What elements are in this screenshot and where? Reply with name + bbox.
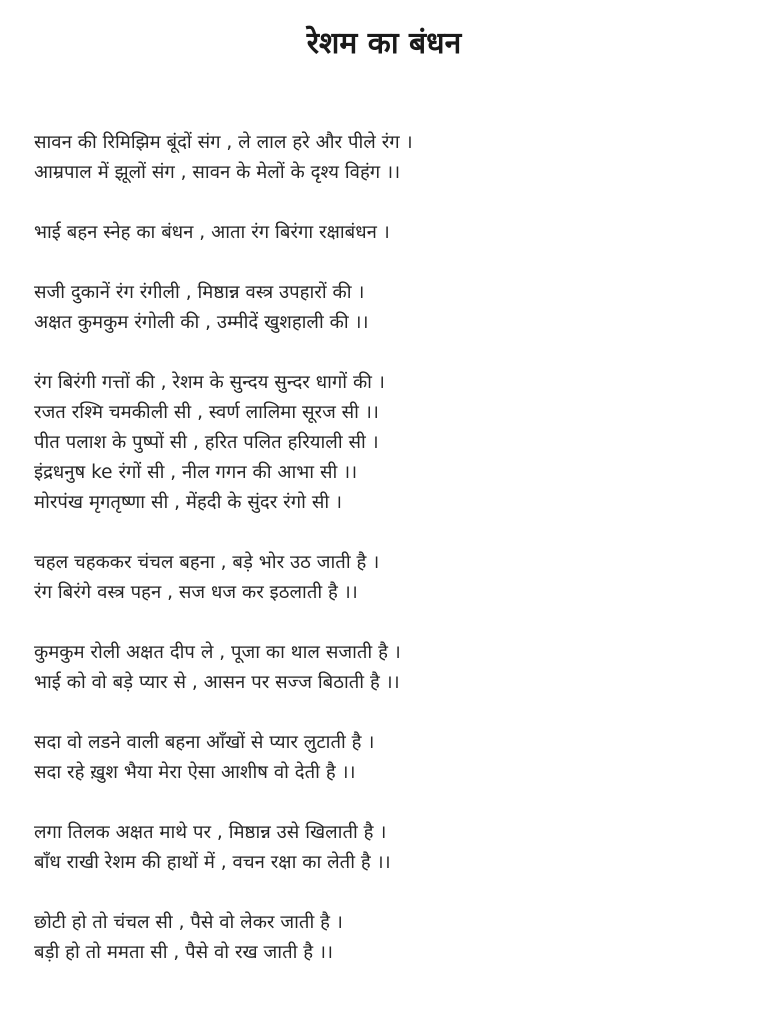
poem-line: इंद्रधनुष ke रंगों सी , नील गगन की आभा सी ।।: [34, 462, 358, 483]
poem-line: बाँध राखी रेशम की हाथों में , वचन रक्षा का लेती है ।।: [34, 852, 391, 873]
poem-line: पीत पलाश के पुष्पों सी , हरित पलित हरियाली सी ।: [34, 432, 379, 453]
poem-line: मोरपंख मृगतृष्णा सी , मेंहदी के सुंदर रंगो सी ।: [34, 492, 343, 513]
stanza: [34, 218, 754, 248]
poem-line: रजत रश्मि चमकीली सी , स्वर्ण लालिमा सूरज सी ।।: [34, 402, 379, 423]
poem-line: भाई को वो बड़े प्यार से , आसन पर सज्ज बिठाती है ।।: [34, 672, 400, 693]
poem-line: छोटी हो तो चंचल सी , पैसे वो लेकर जाती है ।: [34, 912, 343, 933]
poem-line: सजी दुकानें रंग रंगीली , मिष्ठान्न वस्त्र उपहारों की ।: [34, 282, 365, 303]
poem-line: सावन की रिमिझिम बूंदों संग , ले लाल हरे और पीले रंग ।: [34, 132, 413, 153]
stanza: [34, 548, 754, 608]
poem-body: [34, 128, 754, 998]
poem-line: अक्षत कुमकुम रंगोली की , उम्मीदें खुशहाली की ।।: [34, 312, 369, 333]
stanza: [34, 368, 754, 518]
stanza: [34, 908, 754, 968]
poem-line: रंग बिरंगे वस्त्र पहन , सज धज कर इठलाती है ।।: [34, 582, 358, 603]
poem-title: रेशम का बंधन: [306, 26, 462, 61]
poem-line: चहल चहककर चंचल बहना , बड़े भोर उठ जाती है ।: [34, 552, 380, 573]
poem-line: सदा वो लडने वाली बहना आँखों से प्यार लुटाती है ।: [34, 732, 375, 753]
stanza: [34, 728, 754, 788]
poem-line: आम्रपाल में झूलों संग , सावन के मेलों के दृश्य विहंग ।।: [34, 162, 401, 183]
poem-line: सदा रहे ख़ुश भैया मेरा ऐसा आशीष वो देती है ।।: [34, 762, 356, 783]
stanza: [34, 278, 754, 338]
poem-line: कुमकुम रोली अक्षत दीप ले , पूजा का थाल सजाती है ।: [34, 642, 401, 663]
poem-line: लगा तिलक अक्षत माथे पर , मिष्ठान्न उसे खिलाती है ।: [34, 822, 387, 843]
poem-line: भाई बहन स्नेह का बंधन , आता रंग बिरंगा रक्षाबंधन ।: [34, 222, 390, 243]
stanza: [34, 638, 754, 698]
stanza: [34, 128, 754, 188]
poem-line: बड़ी हो तो ममता सी , पैसे वो रख जाती है ।।: [34, 942, 334, 963]
stanza: [34, 818, 754, 878]
poem-line: रंग बिरंगी गत्तों की , रेशम के सुन्दय सुन्दर धागों की ।: [34, 372, 385, 393]
